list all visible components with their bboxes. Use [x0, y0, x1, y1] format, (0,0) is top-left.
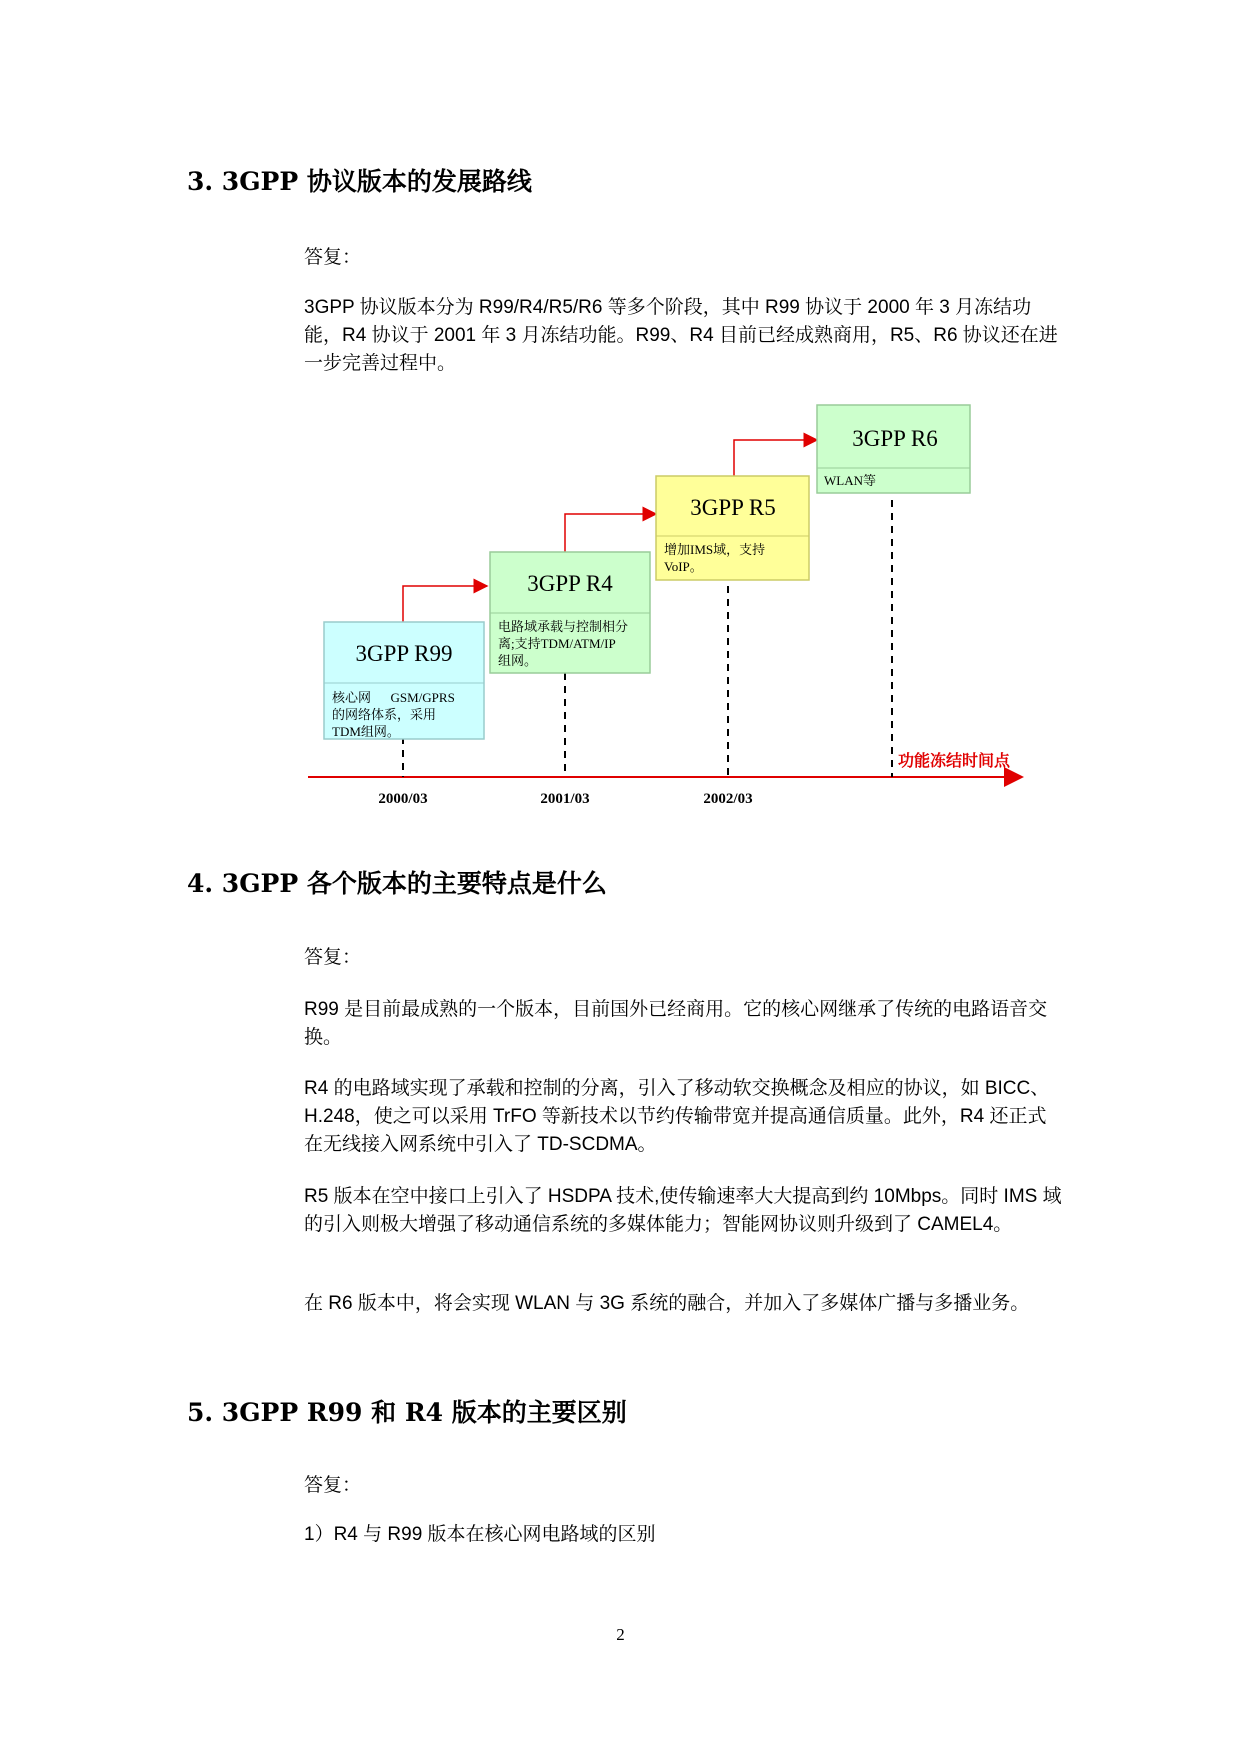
- section-3-paragraph: 3GPP 协议版本分为 R99/R4/R5/R6 等多个阶段，其中 R99 协议于 2000 年 3 月冻结功能，R4 协议于 2001 年 3 月冻结功能。R99、R4 目前已经成熟商用，R5、R6 协议还在进一步完善过程中。: [304, 297, 1058, 374]
- date-2001-03: 2001/03: [540, 791, 590, 807]
- section-4-paragraph-1: R99 是目前最成熟的一个版本，目前国外已经商用。它的核心网继承了传统的电路语音交换。: [304, 999, 1048, 1048]
- box-r6-desc-1: WLAN等: [824, 473, 876, 488]
- answer-label: 答复：: [304, 946, 362, 968]
- step-arrow-2: [565, 514, 656, 552]
- box-r99-desc-3: TDM组网。: [332, 724, 400, 739]
- box-r5-desc-2: VoIP。: [664, 559, 703, 574]
- section-4-paragraph-2: R4 的电路域实现了承载和控制的分离，引入了移动软交换概念及相应的协议，如 BICC、H.248，使之可以采用 TrFO 等新技术以节约传输带宽并提高通信质量。此外，R4 还正式在无线接入网系统中引入了 TD-SCDMA。: [304, 1078, 1050, 1155]
- section-5-item-1: 1）R4 与 R99 版本在核心网电路域的区别: [304, 1524, 656, 1545]
- freeze-point-label: 功能冻结时间点: [898, 751, 1011, 770]
- box-r5-desc-1: 增加IMS域，支持: [664, 542, 766, 557]
- box-r6: [817, 405, 970, 493]
- box-r4-desc-3: 组网。: [498, 653, 538, 668]
- section-4-paragraph-3: R5 版本在空中接口上引入了 HSDPA 技术,使传输速率大大提高到约 10Mbps。同时 IMS 域的引入则极大增强了移动通信系统的多媒体能力；智能网协议则升级到了 CAMEL4。: [304, 1186, 1062, 1235]
- answer-label: 答复：: [304, 1474, 362, 1496]
- section-5-heading: 5. 3GPP R99 和 R4 版本的主要区别: [187, 1398, 627, 1427]
- box-r5: [656, 476, 809, 580]
- box-r5-title: 3GPP R5: [690, 495, 776, 520]
- section-4-paragraph-4: 在 R6 版本中，将会实现 WLAN 与 3G 系统的融合，并加入了多媒体广播与多播业务。: [304, 1293, 1030, 1314]
- box-r4-desc-1: 电路域承载与控制相分: [498, 619, 629, 634]
- box-r4: [490, 552, 650, 673]
- section-4-heading: 4. 3GPP 各个版本的主要特点是什么: [187, 869, 607, 898]
- box-r4-title: 3GPP R4: [527, 571, 613, 596]
- box-r99-desc-2: 的网络体系，采用: [332, 707, 437, 722]
- version-timeline-diagram: [300, 400, 1040, 820]
- step-arrow-1: [403, 586, 487, 626]
- box-r99-desc-1: 核心网 GSM/GPRS: [332, 690, 455, 705]
- section-3-heading: 3. 3GPP 协议版本的发展路线: [187, 167, 532, 196]
- page-number: 2: [616, 1625, 625, 1644]
- date-2002-03: 2002/03: [703, 791, 753, 807]
- step-arrow-3: [734, 440, 817, 476]
- answer-label: 答复：: [304, 246, 362, 268]
- date-2000-03: 2000/03: [378, 791, 428, 807]
- box-r6-title: 3GPP R6: [852, 426, 938, 451]
- box-r4-desc-2: 离;支持TDM/ATM/IP: [498, 636, 616, 651]
- box-r99-title: 3GPP R99: [355, 641, 453, 666]
- box-r99: [324, 622, 484, 739]
